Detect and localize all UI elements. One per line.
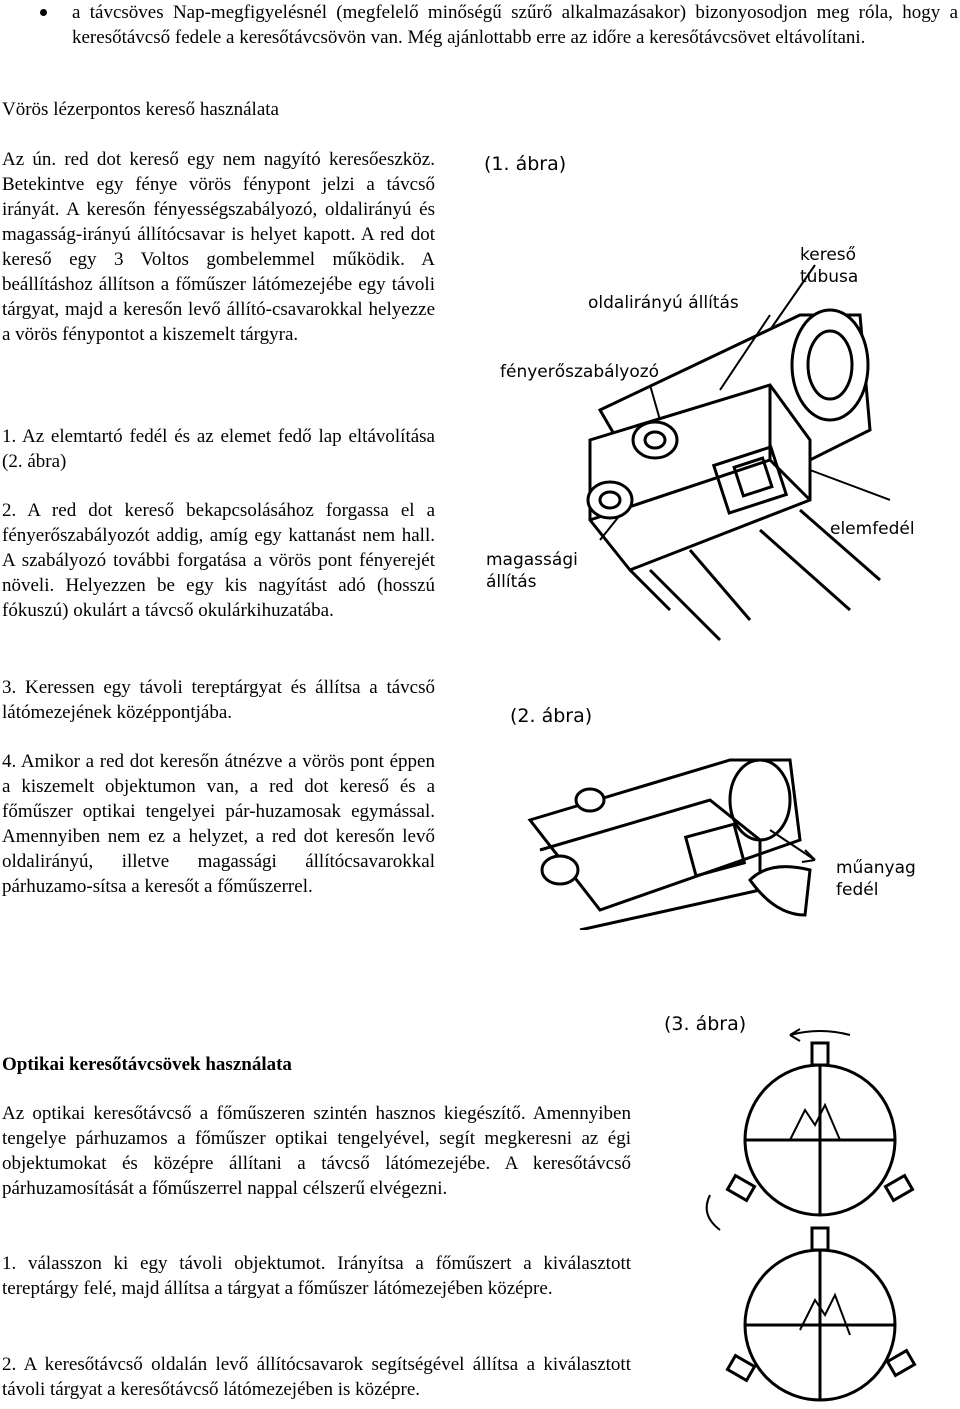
red-dot-finder-illustration <box>588 265 890 640</box>
label-side-adjustment: oldalirányú állítás <box>588 293 739 313</box>
optical-finder-intro-paragraph: Az optikai keresőtávcső a főműszeren szintén hasznos kiegészítő. Amennyiben tengelye párhuzamos a főműszer optikai tengelyével, segít megkeresni az égi objektumokat és középre állítani a távcső látómezejébe. A keresőtávcső párhuzamosítását a főműszerrel nappal célszerű elvégezni. <box>2 1103 631 1199</box>
label-brightness-control: fényerőszabályozó <box>500 362 660 382</box>
figure-1 <box>470 140 960 660</box>
bullet-dot-icon <box>40 9 47 16</box>
figure-3 <box>640 1005 960 1402</box>
figure-2-label: (2. ábra) <box>510 705 593 727</box>
figure-2-drawing <box>470 690 960 930</box>
figure-3-drawing <box>640 1005 960 1402</box>
finder-crosshair-illustration <box>707 1029 915 1400</box>
section-title-optical-finder: Optikai keresőtávcsövek használata <box>2 1054 292 1075</box>
figure-3-label: (3. ábra) <box>664 1013 747 1035</box>
label-finder-tube-line1: kereső <box>800 245 857 265</box>
red-dot-step-1: 1. Az elemtartó fedél és az elemet fedő lap eltávolítása (2. ábra) <box>2 426 435 472</box>
label-height-adjustment-line2: állítás <box>486 572 537 592</box>
label-battery-cover: elemfedél <box>830 519 915 539</box>
red-dot-step-2: 2. A red dot kereső bekapcsolásához forgassa el a fényerőszabályozót addig, amíg egy kattanást nem hall. A szabályozó további forgatása a vörös pont fényerejét növeli. Helyezzen be egy kis nagyítást adó (hosszú fókuszú) okulárt a távcső okulárkihuzatába. <box>2 500 435 621</box>
figure-2 <box>470 690 960 930</box>
optical-finder-step-1: 1. válasszon ki egy távoli objektumot. Irányítsa a főműszert a kiválasztott tereptárgy felé, majd állítsa a tárgyat a főműszer látómezejében középre. <box>2 1253 631 1299</box>
optical-finder-step-2: 2. A keresőtávcső oldalán levő állítócsavarok segítségével állítsa a kiválasztott távoli tárgyat a keresőtávcső látómezejében is középre. <box>2 1354 631 1400</box>
label-plastic-cover-line2: fedél <box>836 880 879 900</box>
label-height-adjustment-line1: magassági <box>486 550 578 570</box>
red-dot-step-4: 4. Amikor a red dot keresőn átnézve a vörös pont éppen a kiszemelt objektumon van, a red dot kereső és a főműszer optikai tengelyei pár-huzamosak egymással. Amennyiben nem ez a helyzet, a red dot keresőn levő oldalirányú, illetve magassági állítócsavarokkal párhuzamo-sítsa a keresőt a főműszerrel. <box>2 751 435 897</box>
figure-1-label: (1. ábra) <box>484 153 567 175</box>
label-plastic-cover-line1: műanyag <box>836 858 916 878</box>
figure-1-drawing <box>470 140 960 660</box>
label-finder-tube-line2: tubusa <box>800 267 859 287</box>
red-dot-step-3: 3. Keressen egy távoli tereptárgyat és állítsa a távcső látómezejének középpontjába. <box>2 677 435 723</box>
section-title-red-dot: Vörös lézerpontos kereső használata <box>2 99 279 120</box>
red-dot-intro-paragraph: Az ún. red dot kereső egy nem nagyító keresőeszköz. Betekintve egy fénye vörös fénypont jelzi a távcső irányát. A keresőn fényességszabályozó, oldalirányú és magasság-irányú állítócsavar is helyet kapott. A red dot kereső egy 3 Voltos gombelemmel működik. A beállításhoz állítson a főműszer látómezejébe egy távoli tárgyat, majd a keresőn levő állító-csavarokkal helyezze a vörös fénypontot a kiszemelt tárgyra. <box>2 149 435 345</box>
bullet-text: a távcsöves Nap-megfigyelésnél (megfelelő minőségű szűrő alkalmazásakor) bizonyosodjon meg róla, hogy a keresőtávcső fedele a keresőtávcsövön van. Még ajánlottabb erre az időre a keresőtávcsövet eltávolítani. <box>72 2 958 48</box>
battery-cover-illustration <box>530 760 815 930</box>
